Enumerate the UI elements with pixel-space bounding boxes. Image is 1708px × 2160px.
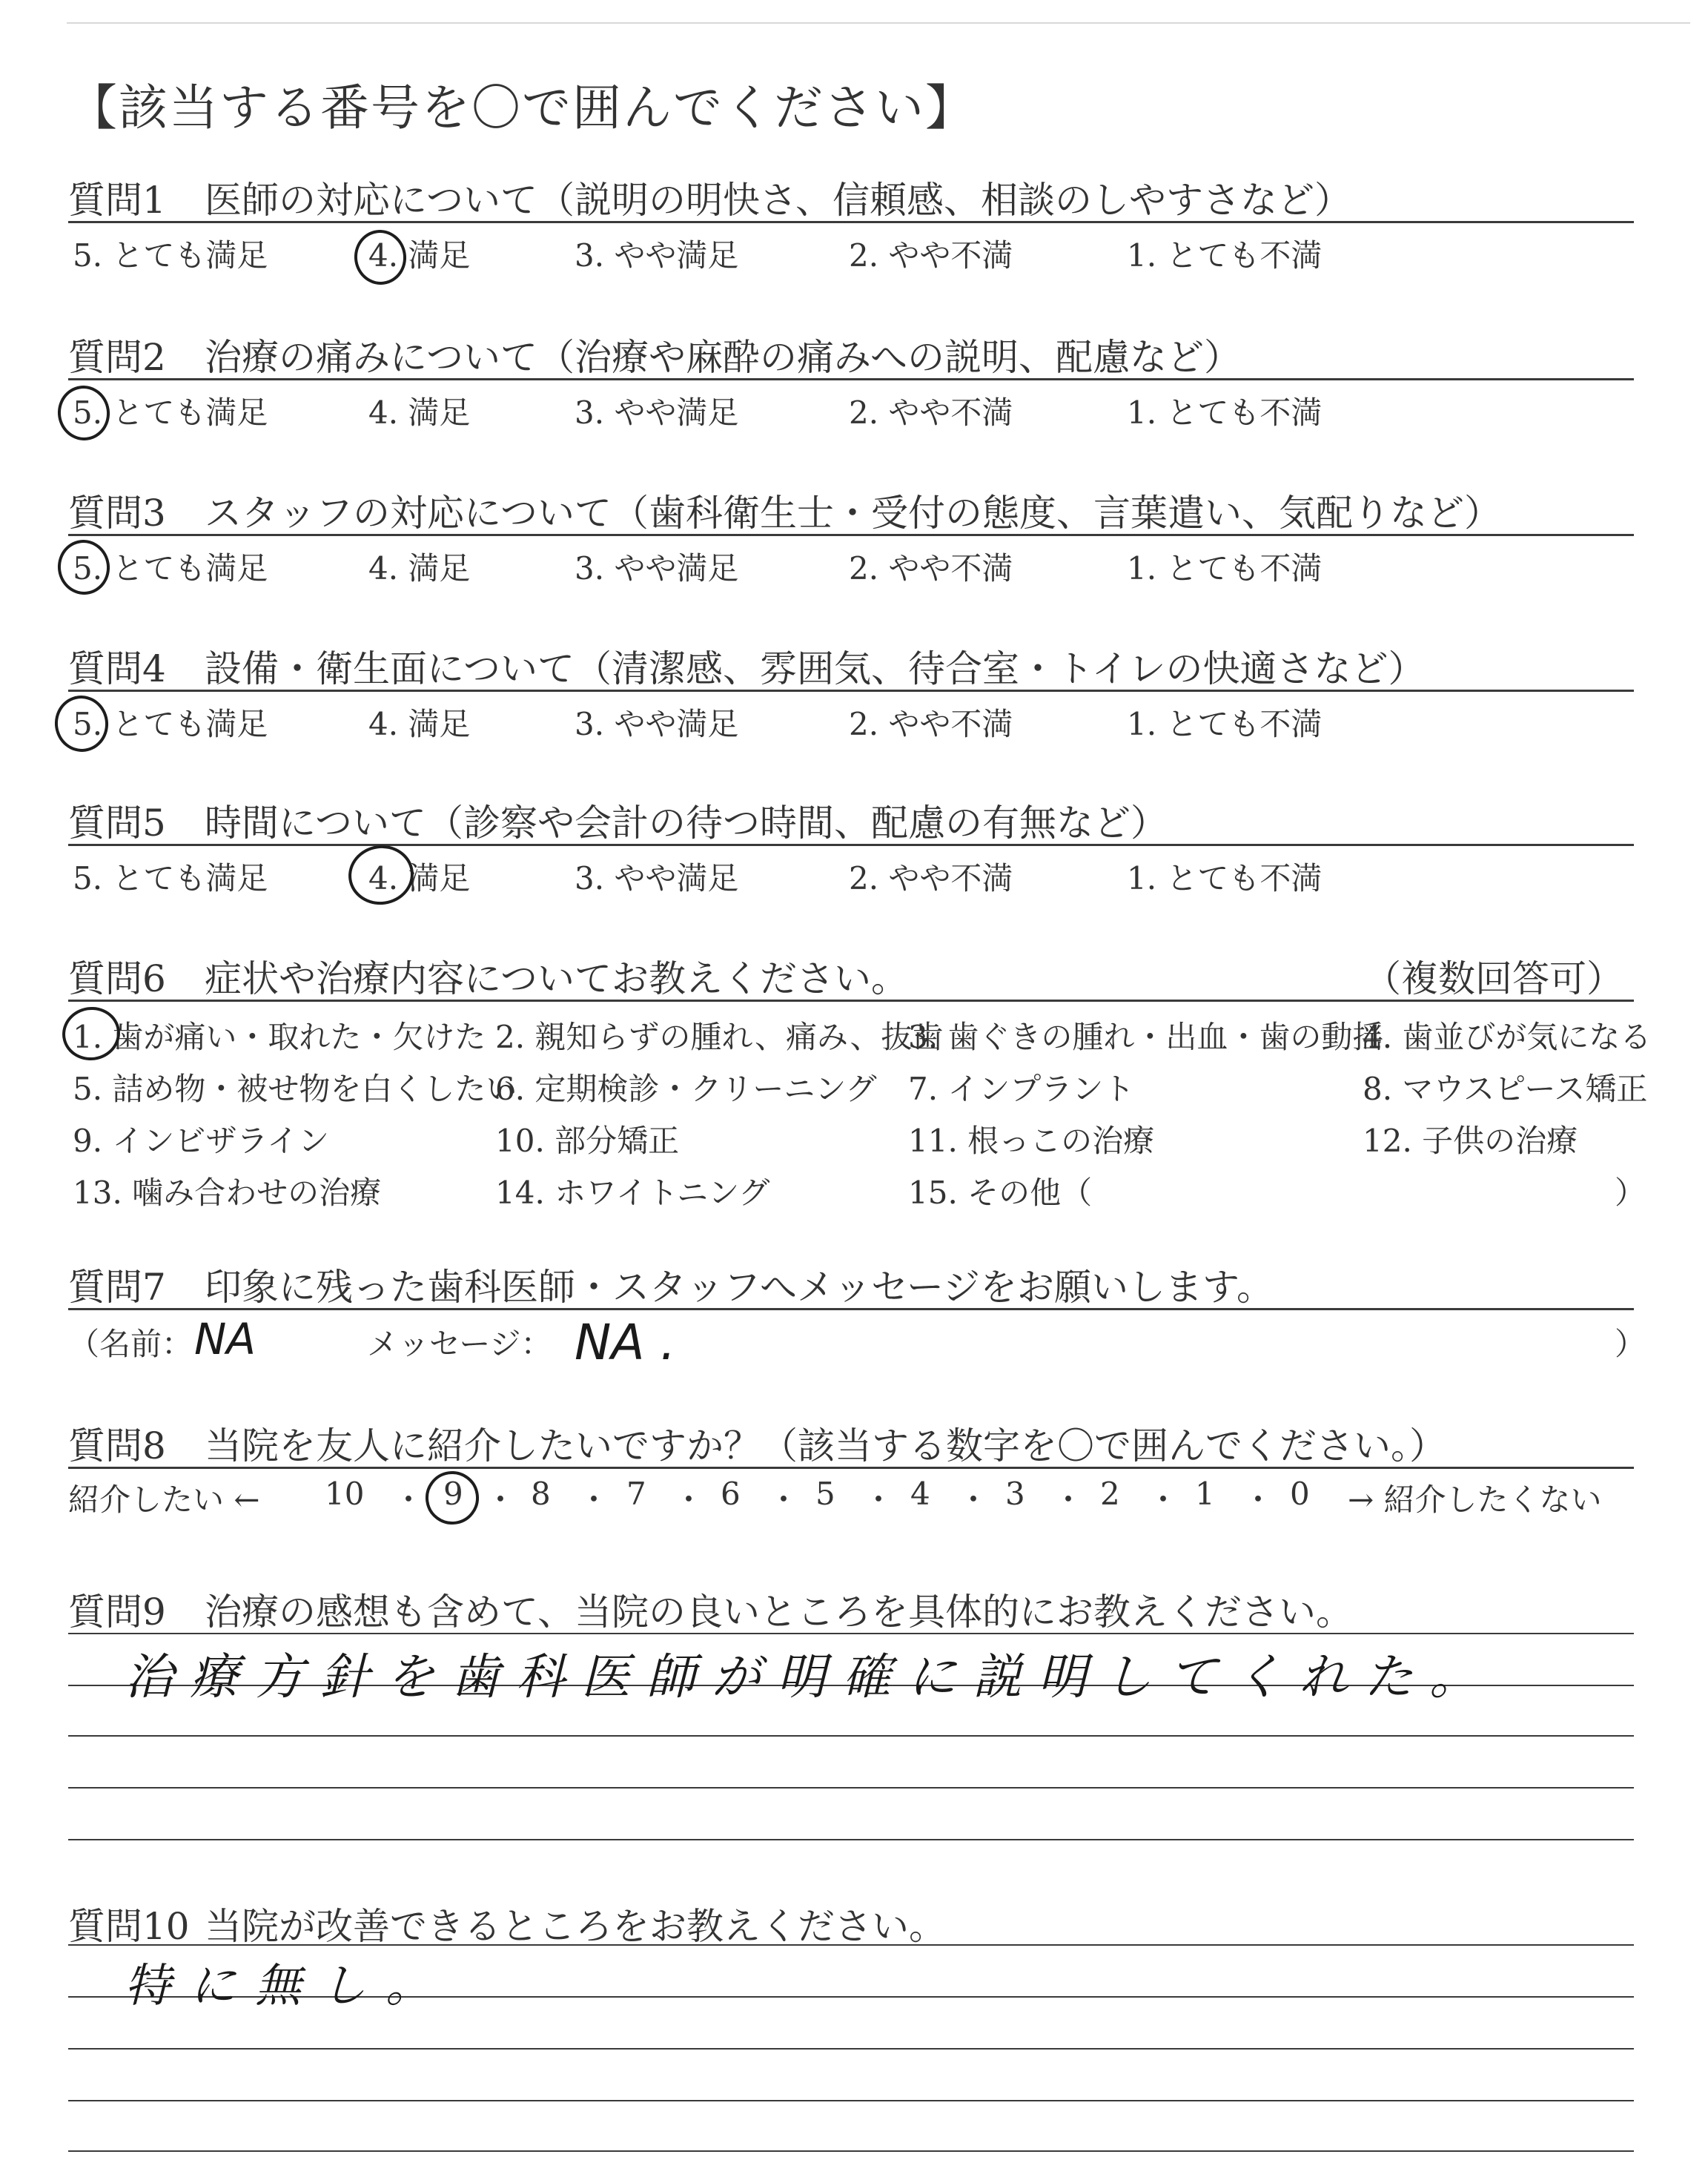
q8-scale-0[interactable]: 0 xyxy=(1290,1476,1310,1512)
q8-number: 質問8 xyxy=(68,1424,166,1467)
q8-scale-1[interactable]: 1 xyxy=(1195,1476,1215,1512)
q6-option-15[interactable]: 15. その他（ xyxy=(908,1175,1093,1211)
q8-scale-3[interactable]: 3 xyxy=(1005,1476,1025,1512)
q6-option-12[interactable]: 12. 子供の治療 xyxy=(1363,1123,1578,1159)
q9-number: 質問9 xyxy=(68,1591,166,1634)
q2-option-2[interactable]: 2. やや不満 xyxy=(849,394,1013,431)
q9-title xyxy=(68,1582,1353,1636)
q9-writing-line xyxy=(68,1787,1634,1789)
q10-writing-line xyxy=(68,1944,1634,1946)
q9-answer-handwritten[interactable]: 治療方針を歯科医師が明確に説明してくれた。 xyxy=(125,1648,1494,1705)
q10-answer-handwritten[interactable]: 特に無し。 xyxy=(125,1958,451,2012)
q6-rule xyxy=(68,1000,1634,1002)
q8-scale-9[interactable]: 9 xyxy=(443,1476,463,1512)
q10-title xyxy=(68,1897,946,1950)
q3-option-3[interactable]: 3. やや満足 xyxy=(575,550,739,587)
q10-writing-line xyxy=(68,2048,1634,2050)
q1-option-4[interactable]: 4. 満足 xyxy=(368,237,471,274)
q2-text: 治療の痛みについて（治療や麻酔の痛みへの説明、配慮など） xyxy=(205,336,1241,379)
q5-title xyxy=(68,793,1168,847)
q5-number: 質問5 xyxy=(68,802,166,845)
q6-other-close-paren: ） xyxy=(1615,1175,1646,1211)
q8-rule xyxy=(68,1467,1634,1469)
q10-writing-line xyxy=(68,2150,1634,2152)
q3-title xyxy=(68,483,1501,537)
page-heading: 【該当する番号を〇で囲んでください】 xyxy=(68,79,976,136)
q1-text: 医師の対応について（説明の明快さ、信頼感、相談のしやすさなど） xyxy=(205,179,1351,222)
q10-number: 質問10 xyxy=(68,1905,190,1948)
q6-option-5[interactable]: 5. 詰め物・被せ物を白くしたい xyxy=(73,1071,517,1107)
q6-option-14[interactable]: 14. ホワイトニング xyxy=(495,1175,770,1211)
q4-option-4[interactable]: 4. 満足 xyxy=(368,706,471,742)
q3-text: スタッフの対応について（歯科衛生士・受付の態度、言葉遣い、気配りなど） xyxy=(205,492,1501,535)
q6-option-4[interactable]: 4. 歯並びが気になる xyxy=(1363,1019,1652,1055)
q3-option-4[interactable]: 4. 満足 xyxy=(368,550,471,587)
q8-separator-dot: ・ xyxy=(485,1482,517,1518)
q8-title xyxy=(68,1416,1446,1470)
q8-separator-dot: ・ xyxy=(768,1482,800,1518)
q5-text: 時間について（診察や会計の待つ時間、配慮の有無など） xyxy=(205,802,1168,845)
q5-option-5[interactable]: 5. とても満足 xyxy=(73,860,268,896)
q8-separator-dot: ・ xyxy=(863,1482,895,1518)
q7-rule xyxy=(68,1308,1634,1310)
q8-scale-6[interactable]: 6 xyxy=(721,1476,741,1512)
q8-scale-10[interactable]: 10 xyxy=(325,1476,365,1512)
q6-option-6[interactable]: 6. 定期検診・クリーニング xyxy=(495,1071,877,1107)
q5-option-4[interactable]: 4. 満足 xyxy=(368,860,471,896)
q10-text: 当院が改善できるところをお教えください。 xyxy=(205,1905,946,1948)
q9-writing-line xyxy=(68,1633,1634,1634)
q4-title xyxy=(68,639,1426,693)
q6-option-9[interactable]: 9. インビザライン xyxy=(73,1123,330,1159)
q3-rule xyxy=(68,534,1634,536)
top-border xyxy=(67,22,1690,24)
q2-rule xyxy=(68,378,1634,380)
q4-number: 質問4 xyxy=(68,647,166,690)
q6-multi-answer-note: （複数回答可） xyxy=(1364,957,1623,1000)
q6-title xyxy=(68,949,908,1003)
q7-close-paren: ） xyxy=(1615,1326,1646,1362)
q1-rule xyxy=(68,221,1634,223)
q6-option-10[interactable]: 10. 部分矯正 xyxy=(495,1123,680,1159)
q1-title xyxy=(68,171,1351,224)
q6-option-8[interactable]: 8. マウスピース矯正 xyxy=(1363,1071,1648,1107)
q7-message-handwritten[interactable]: NA . xyxy=(575,1314,676,1371)
q7-title xyxy=(68,1258,1274,1311)
q8-scale-4[interactable]: 4 xyxy=(910,1476,930,1512)
q5-option-1[interactable]: 1. とても不満 xyxy=(1127,860,1323,896)
q8-right-label: → 紹介したくない xyxy=(1348,1482,1602,1518)
q8-scale-2[interactable]: 2 xyxy=(1100,1476,1120,1512)
q7-name-label: （名前： xyxy=(68,1326,193,1362)
q6-option-7[interactable]: 7. インプラント xyxy=(908,1071,1135,1107)
q5-rule xyxy=(68,844,1634,846)
q8-separator-dot: ・ xyxy=(393,1482,425,1518)
q6-option-11[interactable]: 11. 根っこの治療 xyxy=(908,1123,1155,1159)
q2-number: 質問2 xyxy=(68,336,166,379)
q7-number: 質問7 xyxy=(68,1266,166,1309)
q1-number: 質問1 xyxy=(68,179,166,222)
q5-option-2[interactable]: 2. やや不満 xyxy=(849,860,1013,896)
q2-option-5[interactable]: 5. とても満足 xyxy=(73,394,268,431)
q4-option-1[interactable]: 1. とても不満 xyxy=(1127,706,1323,742)
q8-scale-7[interactable]: 7 xyxy=(626,1476,646,1512)
q8-selected-circle xyxy=(422,1467,482,1527)
q10-writing-line xyxy=(68,2100,1634,2101)
q4-rule xyxy=(68,690,1634,692)
q2-option-4[interactable]: 4. 満足 xyxy=(368,394,471,431)
q1-option-1[interactable]: 1. とても不満 xyxy=(1127,237,1323,274)
q3-number: 質問3 xyxy=(68,492,166,535)
q8-scale-5[interactable]: 5 xyxy=(815,1476,835,1512)
q3-option-1[interactable]: 1. とても不満 xyxy=(1127,550,1323,587)
q8-separator-dot: ・ xyxy=(1242,1482,1274,1518)
q8-text: 当院を友人に紹介したいですか？（該当する数字を〇で囲んでください。） xyxy=(205,1424,1446,1467)
q8-separator-dot: ・ xyxy=(578,1482,610,1518)
q8-scale-8[interactable]: 8 xyxy=(531,1476,551,1512)
q7-message-label: メッセージ： xyxy=(367,1326,552,1362)
q4-option-5[interactable]: 5. とても満足 xyxy=(73,706,268,742)
q6-number: 質問6 xyxy=(68,957,166,1000)
q4-text: 設備・衛生面について（清潔感、雰囲気、待合室・トイレの快適さなど） xyxy=(205,647,1426,690)
q5-selected-circle xyxy=(345,841,417,908)
q1-option-5[interactable]: 5. とても満足 xyxy=(73,237,268,274)
q1-option-3[interactable]: 3. やや満足 xyxy=(575,237,739,274)
q6-text: 症状や治療内容についてお教えください。 xyxy=(205,957,908,1000)
q6-option-3[interactable]: 3. 歯ぐきの腫れ・出血・歯の動揺 xyxy=(908,1019,1384,1055)
q3-option-5[interactable]: 5. とても満足 xyxy=(73,550,268,587)
q5-option-3[interactable]: 3. やや満足 xyxy=(575,860,739,896)
q4-option-2[interactable]: 2. やや不満 xyxy=(849,706,1013,742)
q8-separator-dot: ・ xyxy=(958,1482,990,1518)
q8-separator-dot: ・ xyxy=(1053,1482,1085,1518)
q9-writing-line xyxy=(68,1839,1634,1840)
q1-option-2[interactable]: 2. やや不満 xyxy=(849,237,1013,274)
q3-option-2[interactable]: 2. やや不満 xyxy=(849,550,1013,587)
q8-left-label: 紹介したい ← xyxy=(68,1482,260,1518)
q8-separator-dot: ・ xyxy=(1148,1482,1179,1518)
q2-title xyxy=(68,328,1241,381)
q6-option-1[interactable]: 1. 歯が痛い・取れた・欠けた xyxy=(73,1019,486,1055)
q7-text: 印象に残った歯科医師・スタッフへメッセージをお願いします。 xyxy=(205,1266,1274,1309)
q9-writing-line xyxy=(68,1735,1634,1737)
q8-separator-dot: ・ xyxy=(673,1482,705,1518)
q6-option-13[interactable]: 13. 噛み合わせの治療 xyxy=(73,1175,382,1211)
q6-option-2[interactable]: 2. 親知らずの腫れ、痛み、抜歯 xyxy=(495,1019,944,1055)
q2-option-1[interactable]: 1. とても不満 xyxy=(1127,394,1323,431)
q2-option-3[interactable]: 3. やや満足 xyxy=(575,394,739,431)
q4-option-3[interactable]: 3. やや満足 xyxy=(575,706,739,742)
q9-text: 治療の感想も含めて、当院の良いところを具体的にお教えください。 xyxy=(205,1591,1353,1634)
q7-name-handwritten[interactable]: NA xyxy=(194,1314,256,1364)
